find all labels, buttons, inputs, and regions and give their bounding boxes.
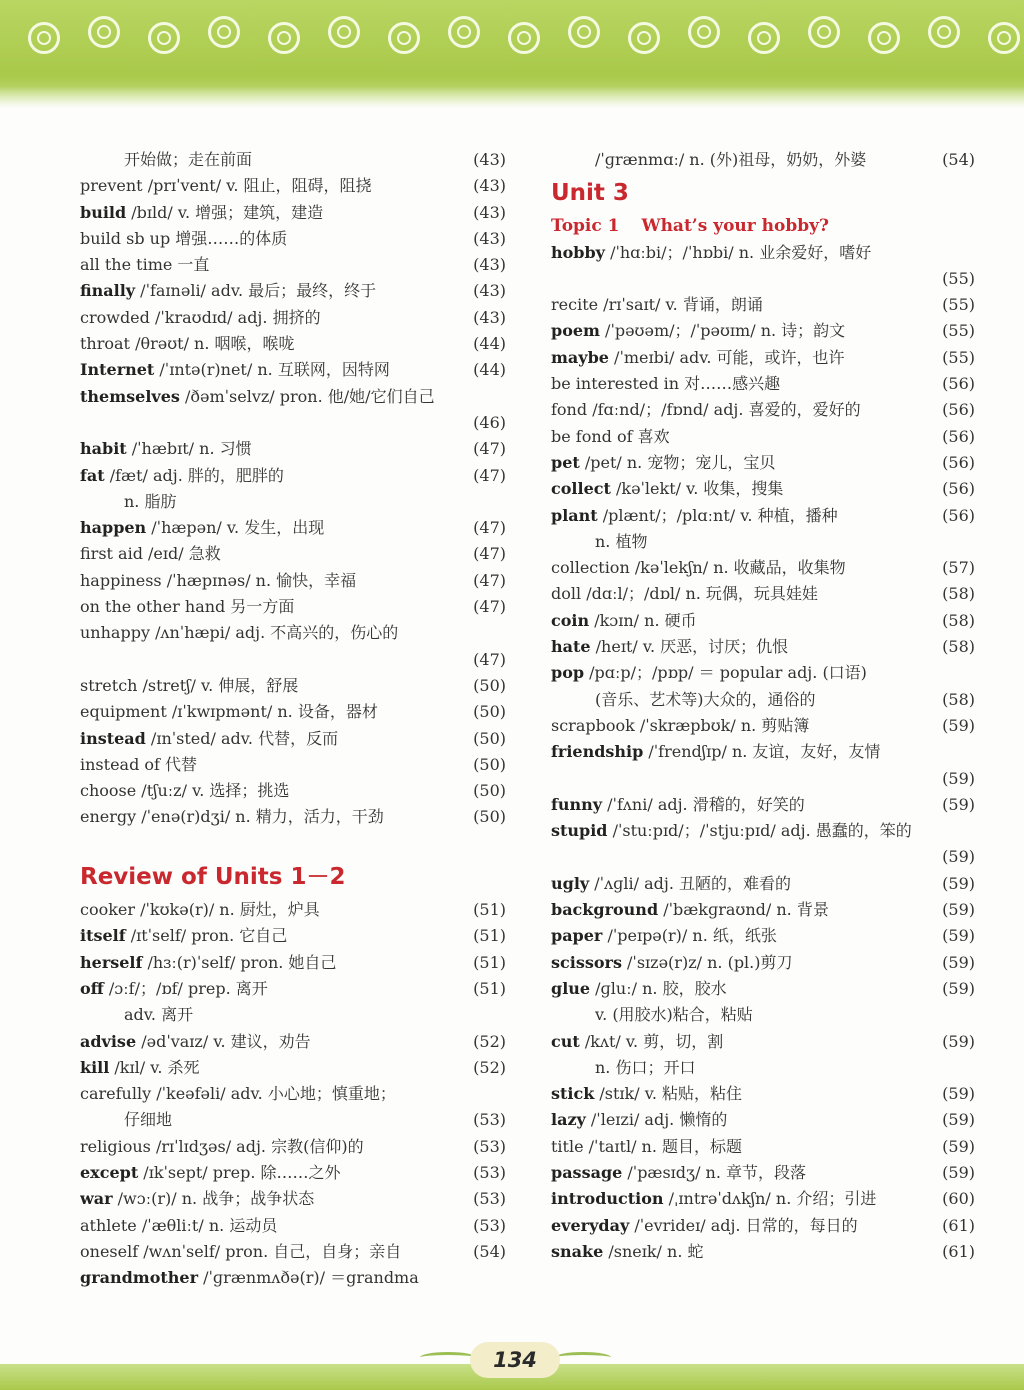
entry-definition: /kəˈlekt/ v. 收集，搜集 xyxy=(610,479,784,499)
glossary-entry xyxy=(80,173,506,199)
page-reference: (58) xyxy=(942,610,975,630)
page-reference: (53) xyxy=(473,1215,506,1235)
circle-ornament-icon xyxy=(88,16,120,48)
headword: passage xyxy=(551,1162,623,1182)
glossary-entry xyxy=(80,331,506,357)
headword: finally xyxy=(80,281,136,301)
page-reference: (53) xyxy=(473,1162,506,1182)
entry-definition: choose /tʃuːz/ v. 选择；挑选 xyxy=(80,781,290,801)
glossary-entry xyxy=(80,1029,506,1055)
glossary-entry xyxy=(551,450,975,476)
glossary-entry xyxy=(551,1081,975,1107)
glossary-entry xyxy=(551,1029,975,1055)
glossary-entry xyxy=(551,660,975,686)
circle-ornament-icon xyxy=(148,22,180,54)
page-reference: (47) xyxy=(473,597,506,617)
page-reference: (56) xyxy=(942,452,975,472)
page-reference: (50) xyxy=(473,781,506,801)
page-reference: (47) xyxy=(473,570,506,590)
circle-ornament-icon xyxy=(628,22,660,54)
circle-ornament-icon xyxy=(988,22,1020,54)
entry-definition: collection /kəˈlekʃn/ n. 收藏品，收集物 xyxy=(551,558,846,578)
entry-definition: doll /dɑːl/；/dɒl/ n. 玩偶，玩具娃娃 xyxy=(551,584,818,604)
entry-definition: 开始做；走在前面 xyxy=(124,150,253,169)
entry-definition: /plænt/；/plɑːnt/ v. 种植，播种 xyxy=(597,505,838,525)
page-reference: (54) xyxy=(942,150,975,169)
headword: snake xyxy=(551,1241,604,1261)
glossary-entry xyxy=(551,424,975,450)
glossary-entry xyxy=(80,541,506,567)
page-reference: (47) xyxy=(473,518,506,538)
glossary-entry xyxy=(551,1107,975,1133)
entry-definition: title /ˈtaɪtl/ n. 题目，标题 xyxy=(551,1136,743,1156)
glossary-entry xyxy=(80,568,506,594)
entry-definition: /ˈleɪzi/ adj. 懒惰的 xyxy=(585,1110,728,1130)
entry-definition: adv. 离开 xyxy=(124,1005,194,1025)
glossary-entry xyxy=(551,345,975,371)
page-reference: (53) xyxy=(473,1189,506,1209)
entry-definition: /ðəmˈselvz/ pron. 他/她/它们自己 xyxy=(179,386,435,406)
page-reference: (61) xyxy=(942,1215,975,1235)
page-reference: (53) xyxy=(473,1110,506,1130)
entry-definition: n. 脂肪 xyxy=(124,491,177,511)
headword: kill xyxy=(80,1057,110,1077)
glossary-entry xyxy=(80,778,506,804)
entry-definition: fond /fɑːnd/；/fɒnd/ adj. 喜爱的，爱好的 xyxy=(551,400,861,420)
entry-definition: unhappy /ʌnˈhæpi/ adj. 不高兴的，伤心的 xyxy=(80,623,399,643)
page-reference: (59) xyxy=(942,1162,975,1182)
headword: poem xyxy=(551,321,600,341)
headword: off xyxy=(80,978,104,998)
page-reference: (43) xyxy=(473,150,506,169)
glossary-entry xyxy=(551,818,975,844)
circle-ornament-icon xyxy=(808,16,840,48)
entry-definition: recite /rɪˈsaɪt/ v. 背诵，朗诵 xyxy=(551,295,763,315)
circle-ornament-icon xyxy=(688,16,720,48)
glossary-entry xyxy=(551,687,975,713)
entry-definition: /ˈbækɡraʊnd/ n. 背景 xyxy=(658,900,829,920)
entry-definition: /ˈfrendʃɪp/ n. 友谊，友好，友情 xyxy=(643,742,881,762)
headword: glue xyxy=(551,978,591,998)
entry-definition: all the time 一直 xyxy=(80,255,210,275)
glossary-entry xyxy=(80,1160,506,1186)
circle-ornament-icon xyxy=(388,22,420,54)
headword: scissors xyxy=(551,952,622,972)
headword: stick xyxy=(551,1084,595,1104)
glossary-entry xyxy=(80,923,506,949)
entry-definition: /heɪt/ v. 厌恶，讨厌；仇恨 xyxy=(590,637,789,657)
glossary-entry xyxy=(80,384,506,410)
headword: collect xyxy=(551,479,611,499)
headword: pop xyxy=(551,663,585,683)
circle-ornament-icon xyxy=(928,16,960,48)
spacer xyxy=(80,831,506,857)
page-reference: (43) xyxy=(473,255,506,275)
page-reference: (47) xyxy=(473,649,506,669)
glossary-entry xyxy=(551,897,975,923)
page-reference: (52) xyxy=(473,1057,506,1077)
glossary-entry xyxy=(80,1134,506,1160)
page-reference: (55) xyxy=(942,295,975,315)
entry-definition: oneself /wʌnˈself/ pron. 自己，自身；亲自 xyxy=(80,1241,402,1261)
entry-definition: n. 伤口；开口 xyxy=(595,1057,696,1077)
entry-definition: /ˈfaɪnəli/ adv. 最后；最终，终于 xyxy=(135,281,377,301)
headword: instead xyxy=(80,728,146,748)
page-reference: (50) xyxy=(473,807,506,827)
page-reference: (58) xyxy=(942,584,975,604)
page-reference: (43) xyxy=(473,307,506,327)
topic-heading xyxy=(551,213,975,239)
headword: hate xyxy=(551,637,591,657)
glossary-entry xyxy=(551,1213,975,1239)
entry-definition: /ˈpəʊəm/；/ˈpəʊɪm/ n. 诗；韵文 xyxy=(599,321,846,341)
page-reference: (55) xyxy=(942,347,975,367)
page-reference: (59) xyxy=(942,978,975,998)
entry-definition: /ˈɡrænmʌðə(r)/ ＝grandma xyxy=(198,1268,419,1288)
page-reference: (43) xyxy=(473,228,506,248)
headword: build xyxy=(80,202,127,222)
entry-definition: /kʌt/ v. 剪，切，割 xyxy=(579,1031,724,1051)
glossary-entry xyxy=(551,792,975,818)
glossary-entry xyxy=(551,397,975,423)
headword: coin xyxy=(551,610,590,630)
page-reference: (59) xyxy=(942,926,975,946)
section-heading: Review of Units 1－2 xyxy=(80,864,346,891)
page-reference: (60) xyxy=(942,1189,975,1209)
glossary-entry xyxy=(80,226,506,252)
entry-definition: throat /θrəʊt/ n. 咽喉，喉咙 xyxy=(80,334,295,354)
page-reference: (50) xyxy=(473,728,506,748)
entry-definition: energy /ˈenə(r)dʒi/ n. 精力，活力，干劲 xyxy=(80,807,384,827)
entry-definition: /sneɪk/ n. 蛇 xyxy=(603,1241,704,1261)
entry-definition: /ˈfʌni/ adj. 滑稽的，好笑的 xyxy=(602,794,805,814)
page-reference: (46) xyxy=(473,412,506,432)
entry-definition: crowded /ˈkraʊdɪd/ adj. 拥挤的 xyxy=(80,307,321,327)
entry-definition: build sb up 增强……的体质 xyxy=(80,228,288,248)
circle-ornament-icon xyxy=(748,22,780,54)
entry-definition: /wɔː(r)/ n. 战争；战争状态 xyxy=(112,1189,315,1209)
page-reference: (56) xyxy=(942,426,975,446)
circle-ornament-icon xyxy=(268,22,300,54)
page-reference: (43) xyxy=(473,176,506,196)
entry-definition: cooker /ˈkʊkə(r)/ n. 厨灶，炉具 xyxy=(80,900,320,920)
glossary-entry xyxy=(551,318,975,344)
page-reference: (51) xyxy=(473,926,506,946)
glossary-entry xyxy=(551,950,975,976)
entry-definition: /ˈevrideɪ/ adj. 日常的，每日的 xyxy=(629,1215,858,1235)
page-reference: (59) xyxy=(942,952,975,972)
entry-definition: /pɑːp/；/pɒp/ ＝ popular adj. (口语) xyxy=(584,663,867,683)
headword: lazy xyxy=(551,1110,586,1130)
section-heading: Unit 3 xyxy=(551,180,629,207)
page-reference: (56) xyxy=(942,374,975,394)
glossary-entry xyxy=(551,503,975,529)
glossary-entry xyxy=(80,594,506,620)
entry-definition: (音乐、艺术等)大众的，通俗的 xyxy=(595,689,816,709)
headword: war xyxy=(80,1189,113,1209)
glossary-entry xyxy=(551,739,975,765)
glossary-entry xyxy=(551,555,975,581)
glossary-entry xyxy=(80,1055,506,1081)
page-reference: (56) xyxy=(942,505,975,525)
entry-definition: /ˈmeɪbi/ adv. 可能，或许，也许 xyxy=(608,347,845,367)
entry-definition: /kɔɪn/ n. 硬币 xyxy=(589,610,697,630)
entry-definition: /bɪld/ v. 增强；建筑，建造 xyxy=(126,202,324,222)
glossary-entry xyxy=(80,1239,506,1265)
page-reference: (56) xyxy=(942,479,975,499)
topic-title: What’s your hobby? xyxy=(641,216,829,237)
page-reference: (51) xyxy=(473,978,506,998)
glossary-entry xyxy=(80,1002,506,1028)
left-column xyxy=(80,147,506,1291)
page-reference: (56) xyxy=(942,400,975,420)
entry-definition: /ˈsɪzə(r)z/ n. (pl.)剪刀 xyxy=(621,952,793,972)
glossary-entry xyxy=(80,252,506,278)
entry-definition: on the other hand 另一方面 xyxy=(80,597,295,617)
entry-definition: /pet/ n. 宠物；宠儿，宝贝 xyxy=(579,452,776,472)
glossary-entry xyxy=(551,634,975,660)
glossary-entry xyxy=(80,436,506,462)
glossary-entry xyxy=(80,147,506,173)
glossary-entry xyxy=(551,608,975,634)
glossary-entry xyxy=(551,371,975,397)
entry-definition: athlete /ˈæθliːt/ n. 运动员 xyxy=(80,1215,278,1235)
entry-definition: equipment /ɪˈkwɪpmənt/ n. 设备，器材 xyxy=(80,702,378,722)
entry-definition: instead of 代替 xyxy=(80,754,198,774)
page-reference: (54) xyxy=(473,1241,506,1261)
headword: themselves xyxy=(80,386,180,406)
entry-definition: v. (用胶水)粘合，粘贴 xyxy=(595,1005,753,1025)
page-number: 134 xyxy=(470,1342,560,1378)
circle-ornament-icon xyxy=(328,16,360,48)
page-reference: (58) xyxy=(942,637,975,657)
glossary-entry xyxy=(80,463,506,489)
glossary-entry xyxy=(80,1265,506,1291)
entry-definition: /ˈpeɪpə(r)/ n. 纸，纸张 xyxy=(602,926,777,946)
page-reference: (57) xyxy=(942,558,975,578)
glossary-entry xyxy=(80,673,506,699)
headword: habit xyxy=(80,439,127,459)
circle-ornament-icon xyxy=(28,22,60,54)
headword: stupid xyxy=(551,821,608,841)
circle-ornament-icon xyxy=(508,22,540,54)
entry-definition: /ɔːf/；/ɒf/ prep. 离开 xyxy=(103,978,268,998)
glossary-entry xyxy=(80,357,506,383)
entry-definition: be fond of 喜欢 xyxy=(551,426,670,446)
glossary-entry xyxy=(80,278,506,304)
glossary-entry xyxy=(551,1002,975,1028)
glossary-entry xyxy=(551,976,975,1002)
headword: ugly xyxy=(551,873,590,893)
page-reference: (59) xyxy=(942,900,975,920)
glossary-entry xyxy=(80,489,506,515)
entry-definition: /ˈʌɡli/ adj. 丑陋的，难看的 xyxy=(589,873,791,893)
glossary-entry xyxy=(551,1160,975,1186)
headword: itself xyxy=(80,926,126,946)
page-reference: (59) xyxy=(942,715,975,735)
glossary-entry xyxy=(80,1186,506,1212)
glossary-entry xyxy=(551,871,975,897)
right-column xyxy=(551,147,975,1265)
page-reference: (50) xyxy=(473,754,506,774)
headword: maybe xyxy=(551,347,609,367)
glossary-entry xyxy=(551,529,975,555)
headword: advise xyxy=(80,1031,137,1051)
headword: background xyxy=(551,900,659,920)
entry-definition: /kɪl/ v. 杀死 xyxy=(109,1057,200,1077)
headword: introduction xyxy=(551,1189,664,1209)
entry-definition: n. 植物 xyxy=(595,531,648,551)
entry-definition: /fæt/ adj. 胖的，肥胖的 xyxy=(104,465,284,485)
headword: herself xyxy=(80,952,143,972)
entry-definition: scrapbook /ˈskræpbʊk/ n. 剪贴簿 xyxy=(551,715,810,735)
entry-definition: first aid /eɪd/ 急救 xyxy=(80,544,221,564)
glossary-entry xyxy=(551,292,975,318)
page-reference: (43) xyxy=(473,202,506,222)
page-reference: (51) xyxy=(473,952,506,972)
headword: funny xyxy=(551,794,603,814)
circle-ornament-icon xyxy=(448,16,480,48)
glossary-entry xyxy=(80,950,506,976)
page-reference: (47) xyxy=(473,465,506,485)
page-reference: (55) xyxy=(942,268,975,288)
page-reference: (59) xyxy=(942,1084,975,1104)
entry-definition: /ɪnˈsted/ adv. 代替，反而 xyxy=(145,728,339,748)
glossary-entry xyxy=(80,620,506,646)
headword: grandmother xyxy=(80,1268,199,1288)
entry-definition: /ˈɡrænmɑː/ n. (外)祖母，奶奶，外婆 xyxy=(595,150,867,169)
glossary-entry xyxy=(551,147,975,173)
page-reference: (53) xyxy=(473,1136,506,1156)
entry-definition: /ˈhɑːbi/；/ˈhɒbi/ n. 业余爱好，嗜好 xyxy=(604,242,872,262)
entry-definition: /hɜː(r)ˈself/ pron. 她自己 xyxy=(142,952,337,972)
headword: cut xyxy=(551,1031,580,1051)
entry-definition: /ˈstuːpɪd/；/ˈstjuːpɪd/ adj. 愚蠢的，笨的 xyxy=(607,821,912,841)
entry-definition: /ˈpæsɪdʒ/ n. 章节，段落 xyxy=(622,1162,807,1182)
glossary-entry xyxy=(80,1107,506,1133)
circle-ornament-icon xyxy=(868,22,900,54)
entry-definition: happiness /ˈhæpɪnəs/ n. 愉快，幸福 xyxy=(80,570,357,590)
entry-definition: /stɪk/ v. 粘贴，粘住 xyxy=(594,1084,743,1104)
glossary-entry xyxy=(551,1055,975,1081)
headword: except xyxy=(80,1162,139,1182)
glossary-entry xyxy=(80,305,506,331)
glossary-entry xyxy=(551,713,975,739)
page-reference: (52) xyxy=(473,1031,506,1051)
entry-definition: be interested in 对……感兴趣 xyxy=(551,374,781,394)
glossary-entry xyxy=(80,200,506,226)
page-reference: (44) xyxy=(473,334,506,354)
page-reference: (51) xyxy=(473,900,506,920)
entry-definition: /ədˈvaɪz/ v. 建议，劝告 xyxy=(136,1031,311,1051)
entry-definition: /ˈɪntə(r)net/ n. 互联网，因特网 xyxy=(154,360,390,380)
glossary-entry xyxy=(80,897,506,923)
glossary-entry xyxy=(551,1186,975,1212)
glossary-entry xyxy=(551,923,975,949)
top-decorative-band xyxy=(0,0,1024,108)
entry-definition: /ɡluː/ n. 胶，胶水 xyxy=(590,978,727,998)
headword: plant xyxy=(551,505,598,525)
headword: everyday xyxy=(551,1215,630,1235)
glossary-entry xyxy=(80,1081,506,1107)
glossary-entry xyxy=(551,1134,975,1160)
topic-label: Topic 1 xyxy=(551,216,620,237)
glossary-entry xyxy=(80,515,506,541)
glossary-entry xyxy=(80,1213,506,1239)
headword: fat xyxy=(80,465,105,485)
leaf-ornament-icon xyxy=(420,1352,476,1363)
glossary-entry xyxy=(80,699,506,725)
entry-definition: religious /rɪˈlɪdʒəs/ adj. 宗教(信仰)的 xyxy=(80,1136,364,1156)
circle-ornament-icon xyxy=(568,16,600,48)
glossary-entry xyxy=(551,1239,975,1265)
page-reference: (50) xyxy=(473,702,506,722)
headword: pet xyxy=(551,452,580,472)
page-reference: (50) xyxy=(473,675,506,695)
page-reference: (47) xyxy=(473,439,506,459)
entry-definition: /ˌɪntrəˈdʌkʃn/ n. 介绍；引进 xyxy=(663,1189,877,1209)
page-reference: (59) xyxy=(942,1031,975,1051)
entry-definition: /ˈhæbɪt/ n. 习惯 xyxy=(126,439,252,459)
page-reference: (47) xyxy=(473,544,506,564)
headword: Internet xyxy=(80,360,155,380)
headword: paper xyxy=(551,926,603,946)
entry-definition: prevent /prɪˈvent/ v. 阻止，阻碍，阻挠 xyxy=(80,176,372,196)
entry-definition: carefully /ˈkeəfəli/ adv. 小心地；慎重地； xyxy=(80,1084,396,1104)
page-reference: (59) xyxy=(942,794,975,814)
page-reference: (59) xyxy=(942,873,975,893)
circle-ornament-icon xyxy=(208,16,240,48)
headword: friendship xyxy=(551,742,644,762)
glossary-entry xyxy=(551,581,975,607)
leaf-ornament-icon xyxy=(555,1352,611,1363)
page-reference: (59) xyxy=(942,1136,975,1156)
glossary-entry xyxy=(80,976,506,1002)
headword: happen xyxy=(80,518,147,538)
page-reference: (59) xyxy=(942,847,975,867)
entry-definition: stretch /stretʃ/ v. 伸展，舒展 xyxy=(80,675,299,695)
entry-definition: /ɪtˈself/ pron. 它自己 xyxy=(125,926,288,946)
page-reference: (43) xyxy=(473,281,506,301)
glossary-entry xyxy=(551,476,975,502)
page-reference: (58) xyxy=(942,689,975,709)
entry-definition: 仔细地 xyxy=(124,1110,173,1130)
page-reference: (59) xyxy=(942,768,975,788)
page-reference: (44) xyxy=(473,360,506,380)
glossary-entry xyxy=(551,240,975,266)
page-reference: (59) xyxy=(942,1110,975,1130)
page-reference: (55) xyxy=(942,321,975,341)
entry-definition: /ɪkˈsept/ prep. 除……之外 xyxy=(138,1162,341,1182)
glossary-entry xyxy=(80,726,506,752)
glossary-entry xyxy=(80,752,506,778)
page-reference: (61) xyxy=(942,1241,975,1261)
glossary-entry xyxy=(80,804,506,830)
entry-definition: /ˈhæpən/ v. 发生，出现 xyxy=(146,518,325,538)
headword: hobby xyxy=(551,242,605,262)
